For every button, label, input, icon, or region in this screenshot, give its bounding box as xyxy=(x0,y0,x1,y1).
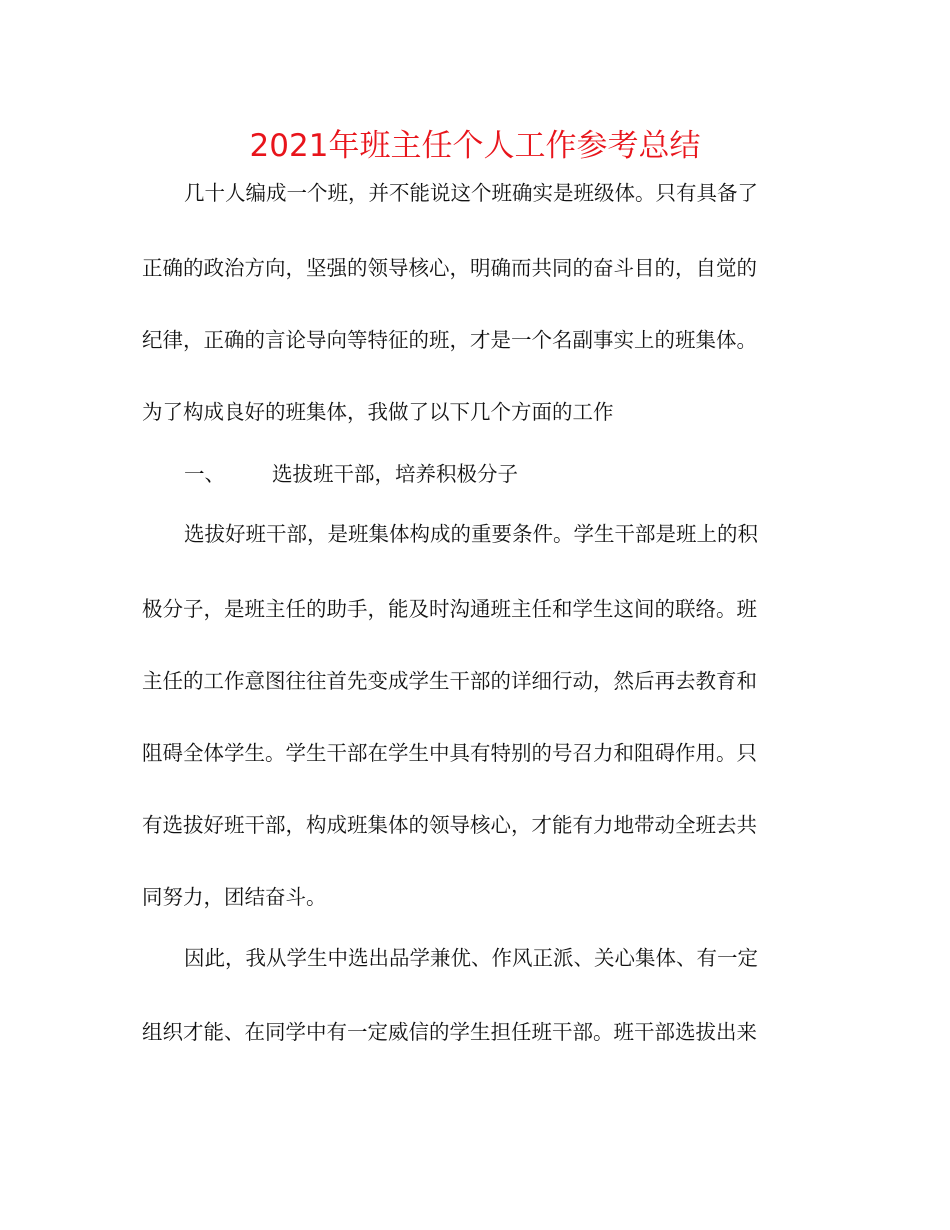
section-1-heading: 选拔班干部，培养积极分子 xyxy=(272,462,518,486)
paragraph-2-line-2: 极分子，是班主任的助手，能及时沟通班主任和学生这间的联络。班 xyxy=(142,597,757,621)
paragraph-2-line-1: 选拔好班干部，是班集体构成的重要条件。学生干部是班上的积 xyxy=(184,522,758,546)
paragraph-2-line-5: 有选拔好班干部，构成班集体的领导核心，才能有力地带动全班去共 xyxy=(142,813,757,837)
section-1-number: 一、 xyxy=(184,462,225,486)
document-title: 2021年班主任个人工作参考总结 xyxy=(249,128,701,164)
paragraph-2-line-6: 同努力，团结奋斗。 xyxy=(142,885,327,909)
paragraph-1-line-3: 纪律，正确的言论导向等特征的班，才是一个名副事实上的班集体。 xyxy=(142,328,757,352)
paragraph-3-line-1: 因此，我从学生中选出品学兼优、作风正派、关心集体、有一定 xyxy=(184,946,758,970)
paragraph-3-line-2: 组织才能、在同学中有一定威信的学生担任班干部。班干部选拔出来 xyxy=(142,1020,757,1044)
paragraph-1-line-2: 正确的政治方向，坚强的领导核心，明确而共同的奋斗目的，自觉的 xyxy=(142,256,757,280)
paragraph-1-line-1: 几十人编成一个班，并不能说这个班确实是班级体。只有具备了 xyxy=(184,181,758,205)
paragraph-2-line-4: 阻碍全体学生。学生干部在学生中具有特别的号召力和阻碍作用。只 xyxy=(142,741,757,765)
paragraph-2-line-3: 主任的工作意图往往首先变成学生干部的详细行动，然后再去教育和 xyxy=(142,669,757,693)
paragraph-1-line-4: 为了构成良好的班集体，我做了以下几个方面的工作 xyxy=(142,400,614,424)
